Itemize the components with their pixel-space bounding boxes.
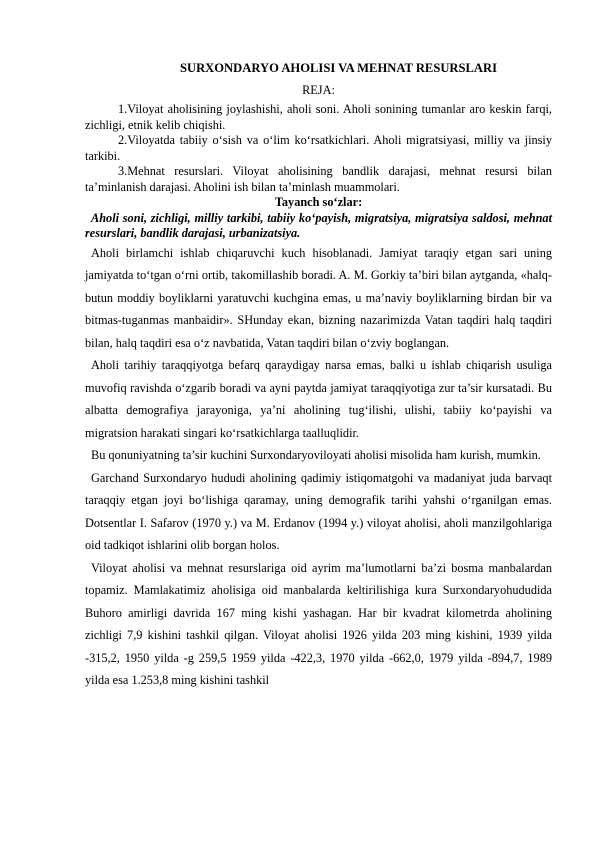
plan-heading: REJA: xyxy=(302,83,335,97)
paragraph-1: Aholi birlamchi ishlab chiqaruvchi kuch hisoblanadi. Jamiyat taraqiy etgan sari uning jamiyatda to‘tgan o‘rni ortib, takomillashib boradi. A. M. Gorkiy ta’biri bilan aytganda, «halq-butun moddiy boyliklarni yaratuvchi kuchgina emas, u ma’naviy boyliklarning birdan bir va bitmas-tuganmas manbaidir». SHunday ekan, bizning nazarimizda Vatan taqdiri halq taqdiri bilan, halq taqdiri esa o‘z navbatida, Vatan taqdiri bilan o‘zviy boglangan. xyxy=(85,245,552,350)
keywords-text: Aholi soni, zichligi, milliy tarkibi, tabiiy ko‘payish, migratsiya, migratsiya saldosi, mehnat resurslari, bandlik darajasi, urbanizatsiya. xyxy=(85,210,552,240)
plan-item-1: 1.Viloyat aholisining joylashishi, aholi soni. Aholi sonining tumanlar aro keskin farqi, zichligi, etnik kelib chiqishi. xyxy=(85,102,552,132)
paragraph-2: Aholi tarihiy taraqqiyotga befarq qaraydigay narsa emas, balki u ishlab chiqarish usuliga muvofiq ravishda o‘zgarib boradi va ayni paytda jamiyat taraqqiyotiga zur ta’sir kursatadi. Bu albatta demografiya jarayoniga, ya’ni aholining tug‘ilishi, ulishi, tabiiy ko‘payishi va migratsion harakati singari ko‘rsatkichlarga taalluqlidir. xyxy=(85,358,552,440)
plan-item-2: 2.Viloyatda tabiiy o‘sish va o‘lim ko‘rsatkichlari. Aholi migratsiyasi, milliy va jinsiy tarkibi. xyxy=(85,133,552,163)
plan-list xyxy=(85,102,552,195)
paragraph-5: Viloyat aholisi va mehnat resurslariga oid ayrim ma’lumotlarni ba’zi bosma manbalardan topamiz. Mamlakatimiz aholisiga oid manbalarda keltirilishiga kura Surxondaryohududida Buhoro amirligi davrida 167 ming kishi yashagan. Har bir kvadrat kilometrda aholining zichligi 7,9 kishini tashkil qilgan. Viloyat aholisi 1926 yilda 203 ming kishini, 1939 yilda -315,2, 1950 yilda -g 259,5 1959 yilda -422,3, 1970 yilda -662,0, 1979 yilda -894,7, 1989 yilda esa 1.253,8 ming kishini tashkil xyxy=(85,560,552,687)
paragraph-3: Bu qonuniyatning ta’sir kuchini Surxondaryoviloyati aholisi misolida ham kurish, mumkin. xyxy=(91,448,541,462)
paragraph-4: Garchand Surxondaryo hududi aholining qadimiy istiqomatgohi va madaniyat juda barvaqt taraqqiy etgan joyi bo‘lishiga qaramay, uning demografik tarihi yahshi o‘rganilgan emas. Dotsentlar I. Safarov (1970 y.) va M. Erdanov (1994 y.) viloyat aholisi, aholi manzilgohlariga oid tadkiqot ishlarini olib borgan holos. xyxy=(85,470,552,552)
keywords-heading: Tayanch so‘zlar: xyxy=(274,195,363,209)
document-page xyxy=(85,60,552,692)
plan-item-3: 3.Mehnat resurslari. Viloyat aholisining bandlik darajasi, mehnat resursi bilan ta’minlanish darajasi. Aholini ish bilan ta’minlash muammolari. xyxy=(85,164,552,194)
body-text xyxy=(85,242,552,692)
document-title: SURXONDARYO AHOLISI VA MEHNAT RESURSLARI xyxy=(179,61,498,75)
